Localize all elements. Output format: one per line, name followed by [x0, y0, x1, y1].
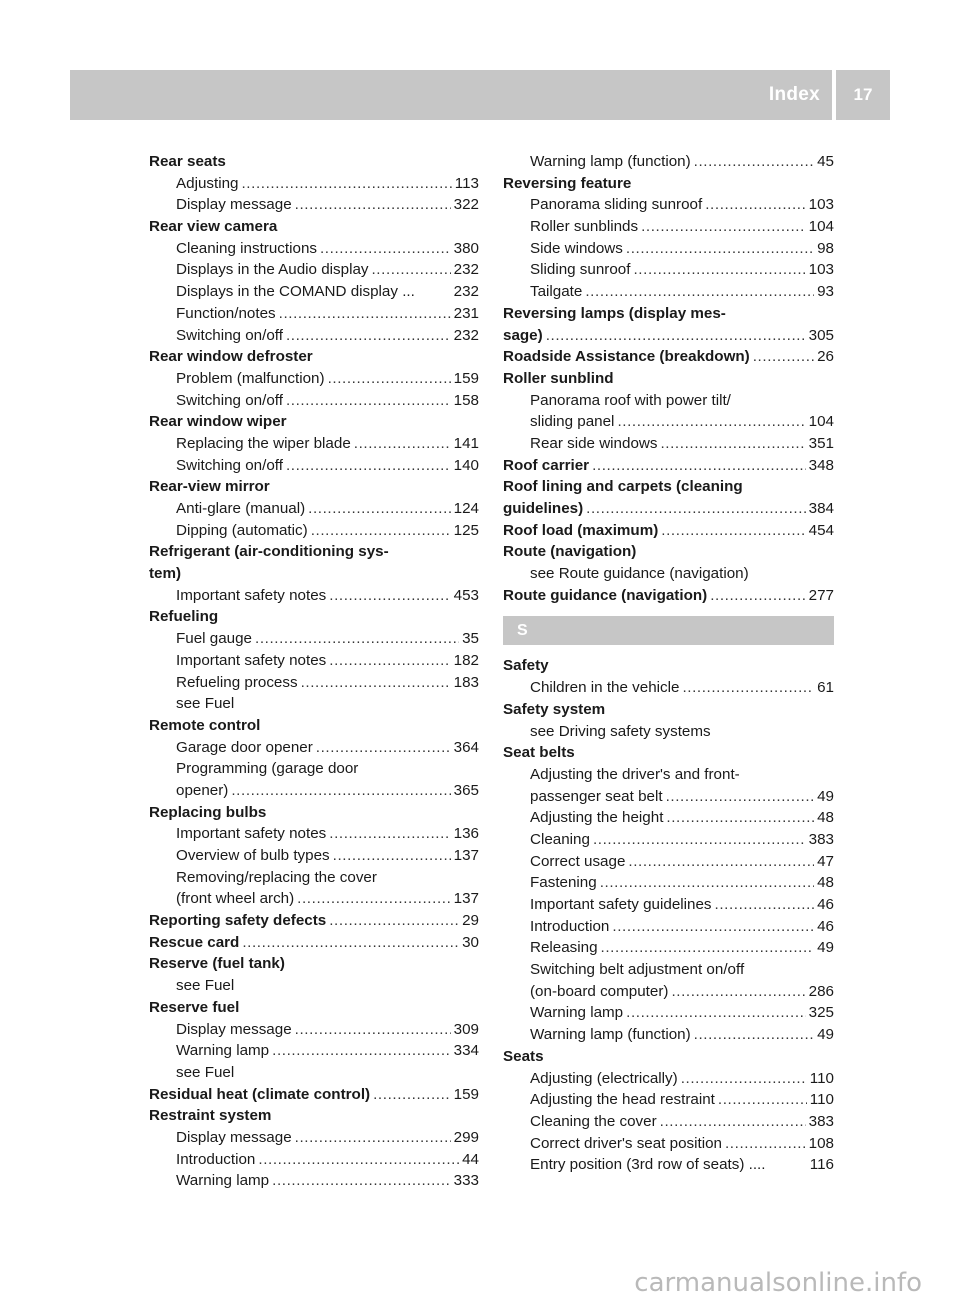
index-entry[interactable]: Entry position (3rd row of seats) .... 116	[530, 1156, 834, 1174]
index-entry[interactable]: Warning lamp ..... 334	[149, 1040, 479, 1062]
index-entry[interactable]: Warning lamp ..... 333	[149, 1170, 479, 1192]
index-entry[interactable]: Panorama sliding sunroof ..... 103	[503, 194, 834, 216]
index-entry[interactable]: passenger seat belt ..... 49	[503, 786, 834, 808]
index-heading: Remote control	[149, 716, 261, 734]
index-entry[interactable]: Switching on/off ..... 232	[149, 325, 479, 347]
index-entry[interactable]: Displays in the Audio display ..... 232	[149, 259, 479, 281]
index-entry[interactable]: Overview of bulb types ..... 137	[149, 845, 479, 867]
index-heading: Reversing lamps (display mes-	[503, 304, 726, 322]
index-heading: Rear seats	[149, 153, 226, 170]
index-heading: Safety system	[503, 700, 606, 718]
index-entry[interactable]: Warning lamp (function) ..... 49	[503, 1024, 834, 1046]
index-entry-main[interactable]: Residual heat (climate control) ..... 159	[149, 1084, 479, 1106]
index-heading: Refueling	[149, 608, 219, 626]
index-heading: Seats	[503, 1047, 544, 1065]
index-heading: Rear-view mirror	[149, 478, 270, 496]
index-see-reference[interactable]: see Fuel	[176, 1063, 235, 1081]
index-see-reference[interactable]: see Driving safety systems	[530, 722, 711, 740]
page-number-box	[836, 70, 890, 120]
index-entry-main[interactable]: Roadside Assistance (breakdown) ..... 26	[503, 346, 834, 368]
index-entry[interactable]: Releasing ..... 49	[503, 937, 834, 959]
index-heading: Reserve fuel	[149, 998, 240, 1016]
index-entry[interactable]: Warning lamp (function) ..... 45	[503, 151, 834, 173]
page-title: Index	[768, 84, 820, 105]
index-entry[interactable]: Adjusting ..... 113	[149, 173, 479, 195]
index-entry[interactable]: Sliding sunroof ..... 103	[503, 259, 834, 281]
index-entry[interactable]: Roller sunblinds ..... 104	[503, 216, 834, 238]
index-heading: Refrigerant (air-conditioning sys-	[149, 543, 389, 561]
index-entry[interactable]: Rear side windows ..... 351	[503, 433, 834, 455]
index-entry[interactable]: Replacing the wiper blade ..... 141	[149, 433, 479, 455]
index-entry-text: Programming (garage door	[176, 760, 359, 778]
index-heading: Roller sunblind	[503, 369, 614, 387]
index-entry-main[interactable]: Reporting safety defects ..... 29	[149, 910, 479, 932]
index-entry[interactable]: (front wheel arch) ..... 137	[149, 888, 479, 910]
index-entry[interactable]: Fuel gauge ..... 35	[149, 628, 479, 650]
index-heading-cont: tem)	[149, 565, 182, 583]
index-entry[interactable]: Fastening ..... 48	[503, 872, 834, 894]
index-entry-text: Switching belt adjustment on/off	[530, 961, 745, 979]
index-entry[interactable]: sliding panel ..... 104	[503, 411, 834, 433]
index-heading: Reversing feature	[503, 174, 632, 192]
index-entry-main[interactable]: guidelines) ..... 384	[503, 498, 834, 520]
index-entry-main[interactable]: Roof load (maximum) ..... 454	[503, 520, 834, 542]
index-entry[interactable]: Children in the vehicle ..... 61	[503, 677, 834, 699]
index-column-left	[149, 151, 479, 1192]
index-entry[interactable]: Adjusting (electrically) ..... 110	[503, 1068, 834, 1090]
index-entry[interactable]: Anti-glare (manual) ..... 124	[149, 498, 479, 520]
index-entry[interactable]: Introduction ..... 46	[503, 916, 834, 938]
index-entry[interactable]: Important safety notes ..... 182	[149, 650, 479, 672]
index-entry-text: Panorama roof with power tilt/	[530, 391, 731, 409]
index-entry[interactable]: Warning lamp ..... 325	[503, 1002, 834, 1024]
index-entry[interactable]: Important safety notes ..... 453	[149, 585, 479, 607]
index-heading: Rear window wiper	[149, 413, 287, 431]
index-entry[interactable]: Side windows ..... 98	[503, 238, 834, 260]
index-entry[interactable]: Important safety notes ..... 136	[149, 823, 479, 845]
index-entry-text: Adjusting the driver's and front-	[530, 765, 740, 783]
index-see-reference[interactable]: see Fuel	[176, 977, 235, 995]
index-entry[interactable]: Important safety guidelines ..... 46	[503, 894, 834, 916]
index-heading: Seat belts	[503, 744, 575, 762]
watermark: carmanualsonline.info	[634, 1268, 922, 1298]
index-column-right	[503, 151, 834, 1176]
index-heading: Reserve (fuel tank)	[149, 955, 285, 973]
index-entry-main[interactable]: Route guidance (navigation) ..... 277	[503, 585, 834, 607]
index-entry[interactable]: (on-board computer) ..... 286	[503, 981, 834, 1003]
index-entry[interactable]: Displays in the COMAND display ... 232	[176, 283, 479, 301]
index-entry[interactable]: Display message ..... 322	[149, 194, 479, 216]
index-entry[interactable]: Display message ..... 299	[149, 1127, 479, 1149]
index-entry[interactable]: opener) ..... 365	[149, 780, 479, 802]
index-heading: Safety	[503, 657, 549, 675]
index-entry[interactable]: Cleaning the cover ..... 383	[503, 1111, 834, 1133]
section-letter-header: S	[503, 616, 834, 645]
index-entry[interactable]: Cleaning instructions ..... 380	[149, 238, 479, 260]
index-heading: Restraint system	[149, 1107, 272, 1125]
index-entry[interactable]: Function/notes ..... 231	[149, 303, 479, 325]
index-entry[interactable]: Switching on/off ..... 158	[149, 390, 479, 412]
index-entry[interactable]: Problem (malfunction) ..... 159	[149, 368, 479, 390]
index-entry[interactable]: Dipping (automatic) ..... 125	[149, 520, 479, 542]
index-entry[interactable]: Correct driver's seat position ..... 108	[503, 1133, 834, 1155]
index-entry-text: Removing/replacing the cover	[176, 868, 377, 886]
index-see-reference[interactable]: see Fuel	[176, 695, 235, 713]
index-heading: Roof lining and carpets (cleaning	[503, 478, 743, 496]
index-entry[interactable]: Tailgate ..... 93	[503, 281, 834, 303]
index-entry-main[interactable]: Roof carrier ..... 348	[503, 455, 834, 477]
index-entry-main[interactable]: Rescue card ..... 30	[149, 932, 479, 954]
index-heading: Replacing bulbs	[149, 803, 267, 821]
index-heading: Rear view camera	[149, 218, 278, 236]
index-entry[interactable]: Refueling process ..... 183	[149, 672, 479, 694]
index-heading: Rear window defroster	[149, 348, 313, 366]
index-entry[interactable]: Switching on/off ..... 140	[149, 455, 479, 477]
index-entry[interactable]: Adjusting the height ..... 48	[503, 807, 834, 829]
index-entry[interactable]: Adjusting the head restraint ..... 110	[503, 1089, 834, 1111]
index-entry[interactable]: Garage door opener ..... 364	[149, 737, 479, 759]
index-entry[interactable]: Display message ..... 309	[149, 1019, 479, 1041]
index-entry[interactable]: Correct usage ..... 47	[503, 851, 834, 873]
index-entry[interactable]: Cleaning ..... 383	[503, 829, 834, 851]
index-entry-main[interactable]: sage) ..... 305	[503, 325, 834, 347]
index-heading: Route (navigation)	[503, 543, 637, 561]
page-number: 17	[853, 85, 873, 104]
header-bar	[70, 70, 832, 120]
index-entry[interactable]: Introduction ..... 44	[149, 1149, 479, 1171]
index-see-reference[interactable]: see Route guidance (navigation)	[530, 565, 749, 583]
